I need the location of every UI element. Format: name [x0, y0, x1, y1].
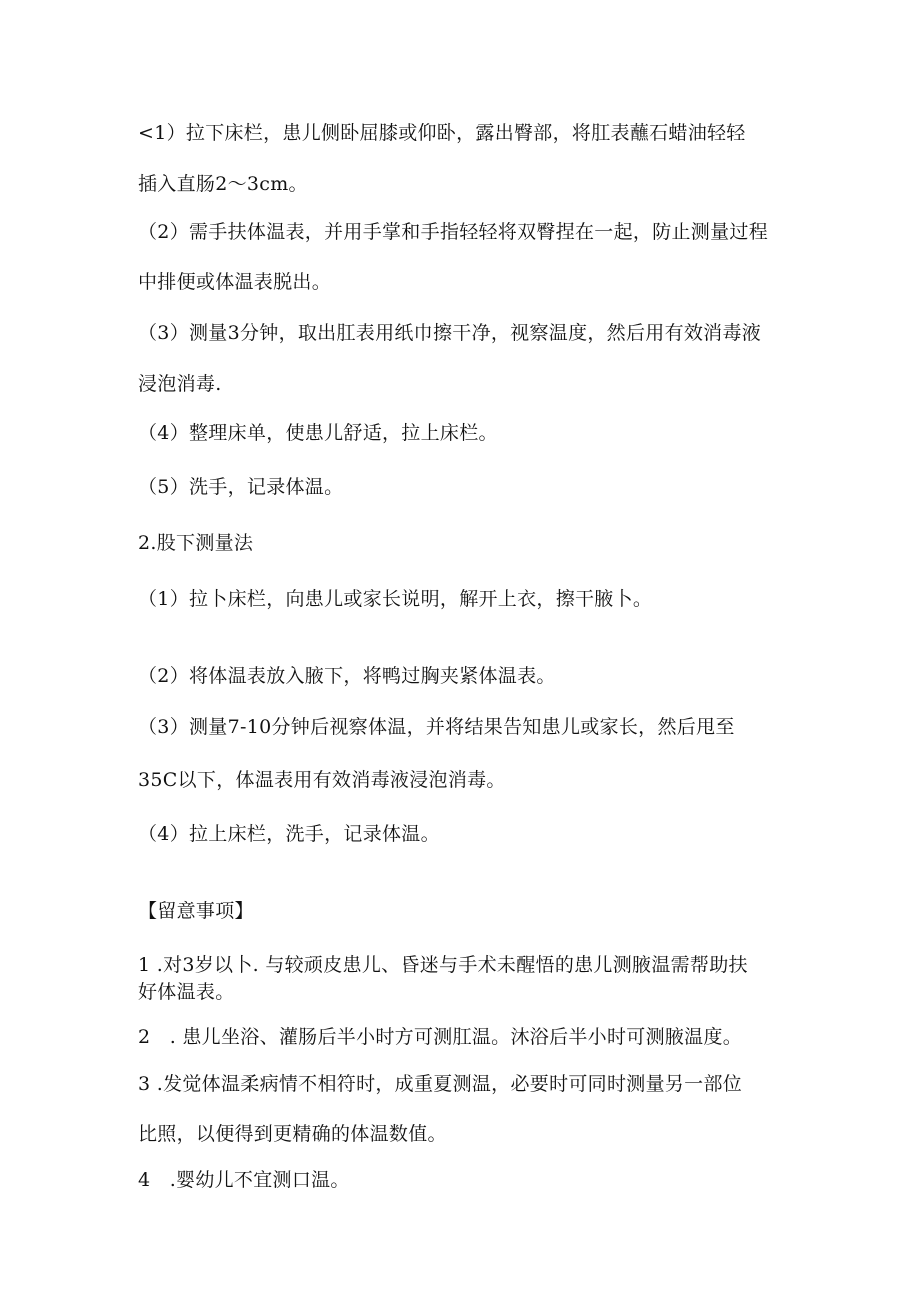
text-line: （1）拉卜床栏，向患儿或家长说明，解开上衣，擦干腋卜。 [138, 588, 653, 610]
text-line: <1）拉下床栏，患儿侧卧屈膝或仰卧，露出臀部，将肛表蘸石蜡油轻轻 [138, 122, 746, 144]
section-heading: 【留意事项】 [138, 900, 254, 922]
text-line: （2）将体温表放入腋下，将鸭过胸夹紧体温表。 [138, 665, 556, 687]
text-line: （3）测量7-10分钟后视察体温，并将结果告知患儿或家长，然后甩至 [138, 716, 735, 738]
text-line: （2）需手扶体温表，并用手掌和手指轻轻将双臀捏在一起，防止测量过程 [138, 221, 768, 243]
text-line: 1 .对3岁以卜. 与较顽皮患儿、昏迷与手术未醒悟的患儿测腋温需帮助扶 [138, 954, 748, 976]
section-heading: 2.股下测量法 [138, 532, 254, 554]
text-line: 比照，以便得到更精确的体温数值。 [138, 1123, 447, 1145]
text-line: （4）整理床单，使患儿舒适，拉上床栏。 [138, 422, 498, 444]
text-line: 浸泡消毒. [138, 373, 222, 395]
text-line: （4）拉上床栏，洗手，记录体温。 [138, 823, 440, 845]
text-line: 好体温表。 [138, 981, 235, 1003]
text-line: 3 .发觉体温柔病情不相符时，成重夏测温，必要时可同时测量另一部位 [138, 1073, 743, 1095]
text-line: 4 .婴幼儿不宜测口温。 [138, 1169, 350, 1191]
text-line: 2 . 患儿坐浴、灌肠后半小时方可测肛温。沐浴后半小时可测腋温度。 [138, 1026, 743, 1048]
text-line: 插入直肠2～3cm。 [138, 173, 308, 195]
text-line: 中排便或体温表脱出。 [138, 271, 332, 293]
text-line: 35C以下，体温表用有效消毒液浸泡消毒。 [138, 769, 506, 791]
text-line: （5）洗手，记录体温。 [138, 476, 344, 498]
text-line: （3）测量3分钟，取出肛表用纸巾擦干净，视察温度，然后用有效消毒液 [138, 322, 762, 344]
